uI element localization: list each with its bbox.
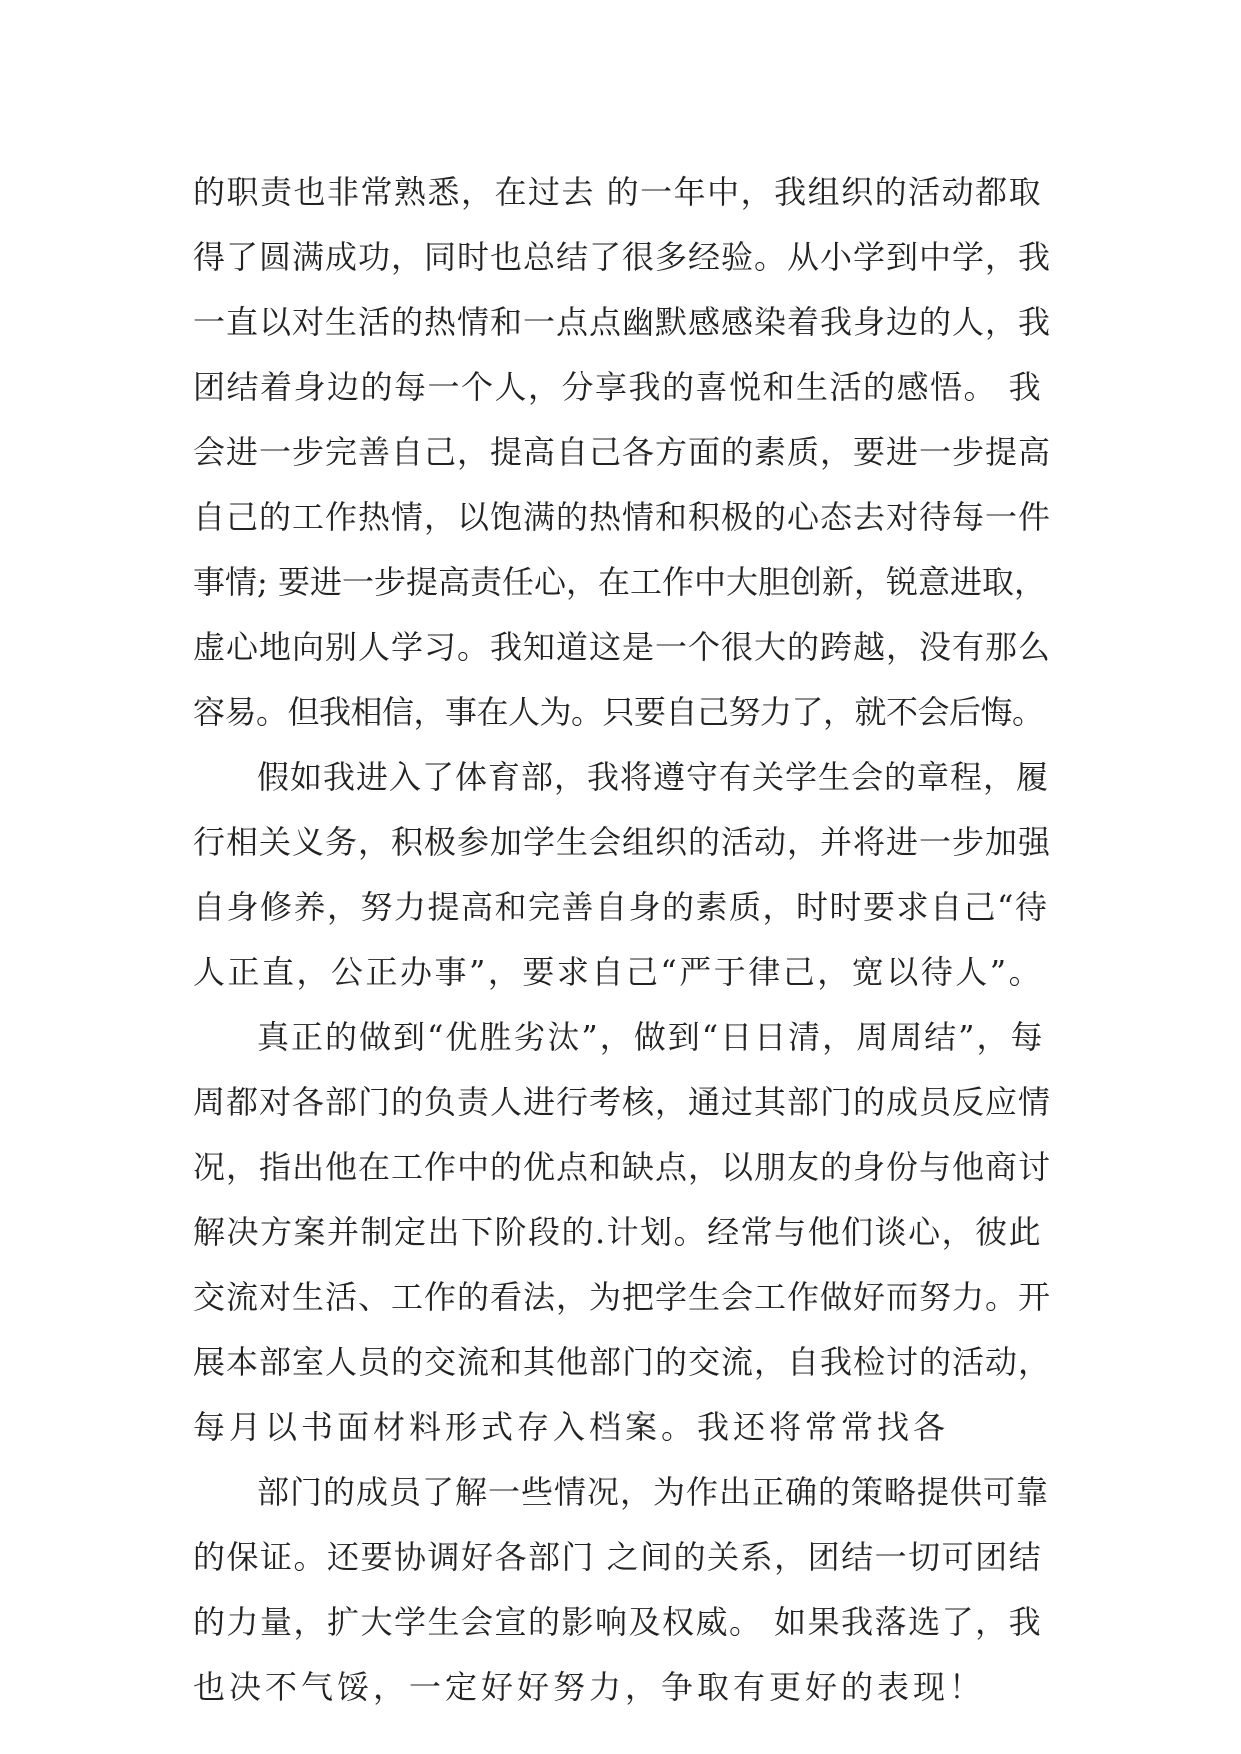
text-line: 的职责也非常熟悉，在过去 的一年中，我组织的活动都取 — [193, 173, 1043, 211]
text-line: 部门的成员了解一些情况，为作出正确的策略提供可靠 — [257, 1473, 1050, 1511]
text-line: 周都对各部门的负责人进行考核，通过其部门的成员反应情 — [193, 1083, 1052, 1121]
text-line: 假如我进入了体育部，我将遵守有关学生会的章程，履 — [257, 758, 1050, 796]
text-line: 得了圆满成功，同时也总结了很多经验。从小学到中学，我 — [193, 238, 1052, 276]
text-line: 展本部室人员的交流和其他部门的交流，自我检讨的活动， — [193, 1343, 1052, 1381]
document-body — [193, 160, 1053, 1720]
text-line: 自己的工作热情，以饱满的热情和积极的心态去对待每一件 — [193, 498, 1052, 536]
text-line: 真正的做到“优胜劣汰”，做到“日日清，周周结”，每 — [257, 1018, 1045, 1056]
text-line: 会进一步完善自己，提高自己各方面的素质，要进一步提高 — [193, 433, 1052, 471]
text-line: 的保证。还要协调好各部门 之间的关系，团结一切可团结 — [193, 1538, 1043, 1576]
text-line: 况，指出他在工作中的优点和缺点，以朋友的身份与他商讨 — [193, 1148, 1052, 1186]
text-line: 行相关义务，积极参加学生会组织的活动，并将进一步加强 — [193, 823, 1052, 861]
text-line: 事情; 要进一步提高责任心，在工作中大胆创新，锐意进取， — [193, 563, 1046, 601]
text-line: 虚心地向别人学习。我知道这是一个很大的跨越，没有那么 — [193, 628, 1052, 666]
text-line: 自身修养，努力提高和完善自身的素质，时时要求自己“待 — [193, 888, 1049, 926]
text-line: 解决方案并制定出下阶段的.计划。经常与他们谈心，彼此 — [193, 1213, 1043, 1251]
text-line: 交流对生活、工作的看法，为把学生会工作做好而努力。开 — [193, 1278, 1052, 1316]
text-line: 容易。但我相信，事在人为。只要自己努力了，就不会后悔。 — [193, 693, 1044, 731]
text-line: 团结着身边的每一个人，分享我的喜悦和生活的感悟。 我 — [193, 368, 1043, 406]
text-line: 的力量，扩大学生会宣的影响及权威。 如果我落选了，我 — [193, 1603, 1043, 1641]
text-line: 每月以书面材料形式存入档案。我还将常常找各 — [193, 1408, 950, 1446]
text-line: 也决不气馁，一定好好努力，争取有更好的表现！ — [193, 1668, 986, 1706]
text-line: 一直以对生活的热情和一点点幽默感感染着我身边的人，我 — [193, 303, 1052, 341]
text-line: 人正直，公正办事”，要求自己“严于律己，宽以待人”。 — [193, 953, 1044, 991]
